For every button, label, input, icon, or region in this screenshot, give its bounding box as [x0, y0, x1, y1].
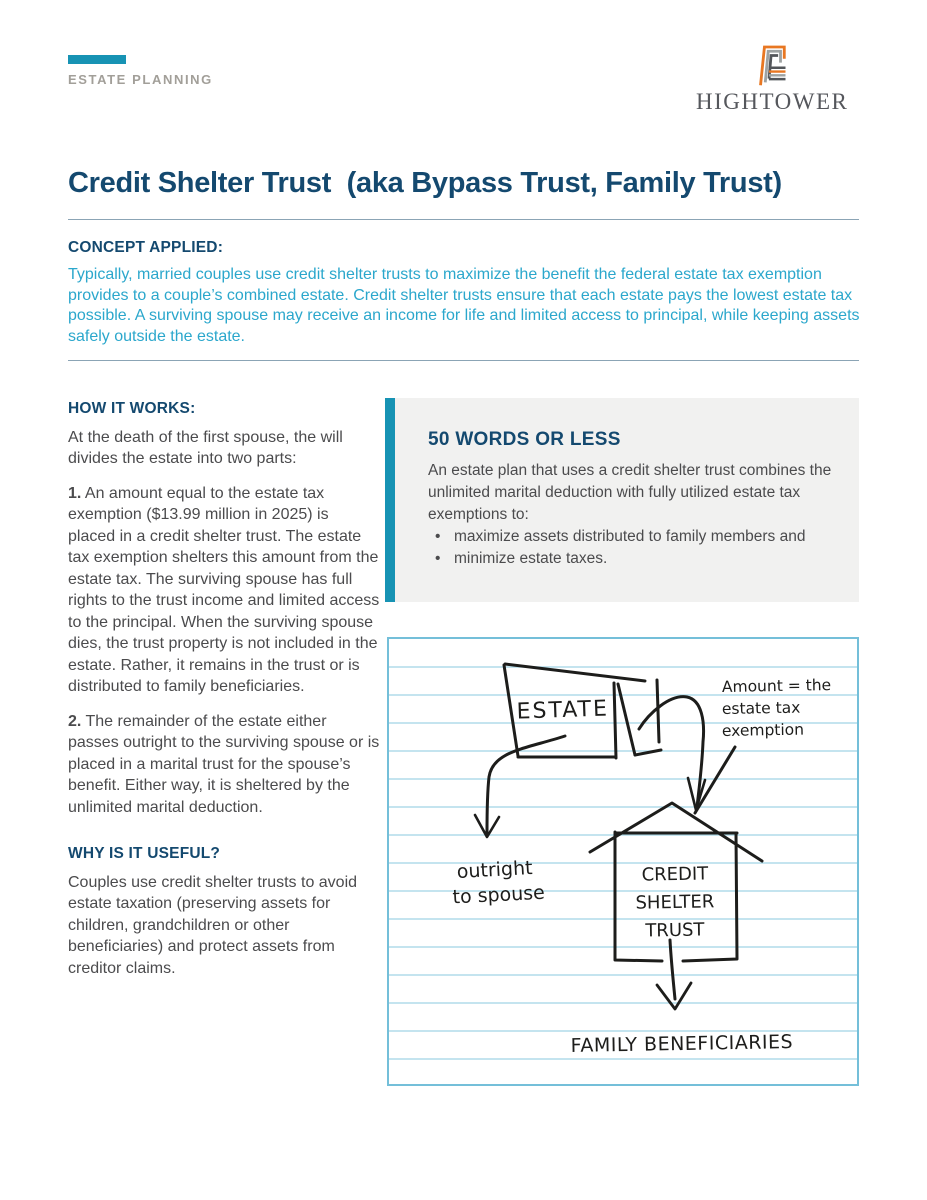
- eyebrow-label: ESTATE PLANNING: [68, 72, 213, 87]
- annotation-label: [722, 676, 832, 740]
- concept-body: Typically, married couples use credit shelter trusts to maximize the benefit the federal estate tax exemption provides to a couple’s combined estate. Credit shelter trusts ensure that each estate pays the lowest estate tax possible. A surviving spouse may receive an income for life and limited access to principal, while keeping assets safely outside the estate.: [68, 266, 860, 345]
- svg-text:TRUST: TRUST: [645, 919, 705, 942]
- how-item-2-number: 2.: [68, 712, 82, 730]
- concept-heading: CONCEPT APPLIED:: [68, 239, 224, 256]
- list-item-text: minimize estate taxes.: [454, 550, 608, 567]
- list-item-text: maximize assets distributed to family members and: [454, 528, 806, 545]
- svg-text:CREDIT: CREDIT: [641, 863, 709, 886]
- how-heading: HOW IT WORKS:: [68, 400, 196, 417]
- hightower-wordmark: HIGHTOWER: [696, 89, 849, 114]
- svg-text:outright: outright: [456, 857, 534, 883]
- how-intro: At the death of the first spouse, the will divides the estate into two parts:: [68, 428, 343, 467]
- how-item-1-text: An amount equal to the estate tax exemption ($13.99 million in 2025) is placed in a credit shelter trust. The estate tax exemption shelters this amount from the estate tax. The surviving spouse has full rights to the trust income and limited access to the principal. When the surviving spouse dies, the trust property is not included in the estate. Rather, it remains in the trust or is distributed to family beneficiaries.: [68, 484, 380, 695]
- how-item-2-text: The remainder of the estate either passes outright to the surviving spouse or is placed in a marital trust for the spouse’s benefit. Either way, it is sheltered by the unlimited marital deduction.: [68, 712, 380, 816]
- diagram-canvas: [387, 637, 859, 1086]
- svg-text:estate tax: estate tax: [721, 698, 801, 718]
- fifty-words-list: [428, 526, 833, 570]
- divider-rule: [68, 360, 859, 361]
- eyebrow-accent-bar: [68, 55, 126, 64]
- svg-text:exemption: exemption: [721, 720, 805, 740]
- outright-to-spouse-label: [452, 857, 545, 908]
- svg-text:SHELTER: SHELTER: [635, 891, 715, 914]
- bullet-icon: •: [435, 550, 441, 567]
- page-title: Credit Shelter Trust (aka Bypass Trust, Family Trust): [68, 167, 782, 200]
- family-beneficiaries-label: FAMILY BENEFICIARIES: [570, 1031, 794, 1057]
- credit-shelter-trust-label: [635, 863, 714, 941]
- list-item: [428, 526, 833, 548]
- estate-label: ESTATE: [516, 696, 610, 725]
- fifty-words-callout: [385, 398, 859, 602]
- svg-text:to spouse: to spouse: [452, 881, 546, 909]
- fifty-words-heading: 50 WORDS OR LESS: [428, 429, 621, 450]
- hand-drawn-diagram: [387, 637, 859, 1086]
- list-item: [428, 548, 833, 570]
- how-it-works-column: [68, 398, 380, 992]
- why-heading: WHY IS IT USEFUL?: [68, 845, 221, 862]
- hightower-logo-icon: [755, 42, 789, 86]
- how-item-1: [68, 483, 380, 698]
- why-body: Couples use credit shelter trusts to avoid estate taxation (preserving assets for children, grandchildren or other beneficiaries) and protect assets from creditor claims.: [68, 873, 358, 977]
- hightower-logo: [696, 42, 848, 115]
- how-item-2: [68, 711, 380, 819]
- fifty-words-body: An estate plan that uses a credit shelter trust combines the unlimited marital deduction with fully utilized estate tax exemptions to:: [428, 462, 832, 523]
- concept-section: [68, 239, 863, 347]
- divider-rule: [68, 219, 859, 220]
- bullet-icon: •: [435, 528, 441, 545]
- svg-text:Amount = the: Amount = the: [721, 676, 832, 696]
- how-item-1-number: 1.: [68, 484, 82, 502]
